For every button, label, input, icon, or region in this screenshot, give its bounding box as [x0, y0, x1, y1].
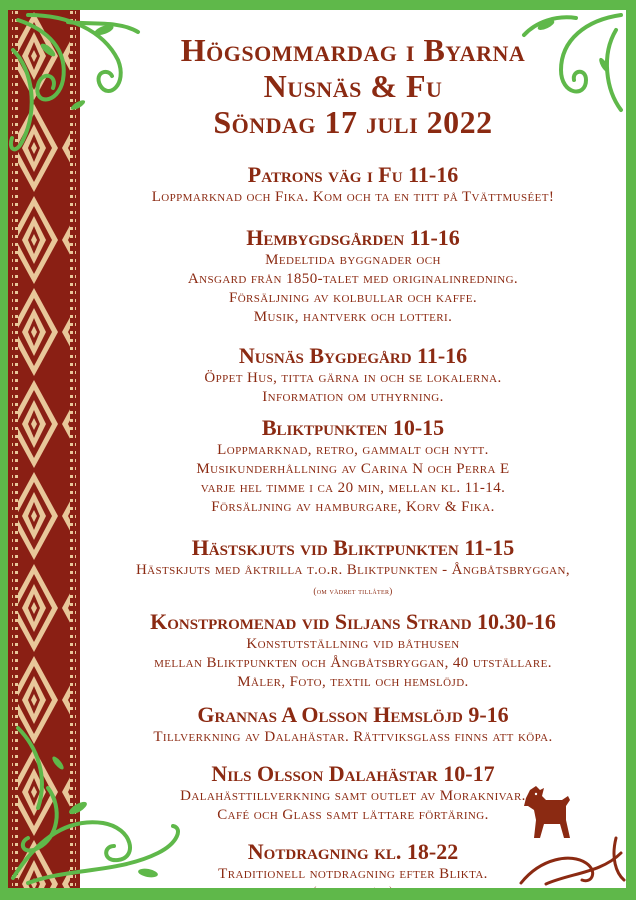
event-title: Nusnäs Bygdegård 11-16 — [238, 343, 468, 368]
event-line: Loppmarknad och Fika. Kom och ta en titt på Tvättmuséet! — [151, 189, 555, 205]
event-hembygdsgarden — [80, 225, 626, 327]
event-title: Hembygdsgården 11-16 — [246, 225, 460, 250]
event-hastskjuts — [80, 535, 626, 597]
event-title: Grannas A Olsson Hemslöjd 9-16 — [197, 702, 509, 727]
event-line: Måler, Foto, textil och hemslöjd. — [237, 674, 469, 690]
event-line: Öppet Hus, titta gärna in och se lokalerna. — [204, 370, 502, 386]
event-line: Loppmarknad, retro, gammalt och nytt. — [217, 442, 489, 458]
event-nils-olsson — [80, 761, 626, 825]
event-bliktpunkten — [80, 415, 626, 517]
event-line: Hästskjuts med åktrilla t.o.r. Bliktpunkten - Ångbåtsbryggan, — [135, 562, 571, 578]
event-title: Bliktpunkten 10-15 — [261, 415, 445, 440]
event-line: Musik, hantverk och lotteri. — [253, 309, 453, 325]
event-note: (om vädret tillåter) — [313, 586, 393, 596]
title-line-2: Nusnäs & Fu — [263, 68, 443, 104]
poster-content — [80, 32, 626, 896]
event-konstpromenad — [80, 609, 626, 692]
event-line: mellan Bliktpunkten och Ångbåtsbryggan, 40 utställare. — [154, 655, 552, 671]
event-title: Konstpromenad vid Siljans Strand 10.30-16 — [150, 609, 556, 634]
event-nusnas-bygdegard — [80, 343, 626, 407]
event-line: Traditionell notdragning efter Blikta. — [218, 866, 488, 882]
event-grannas-hemslojd — [80, 702, 626, 747]
event-line: Konstutställning vid båthusen — [246, 636, 460, 652]
event-title: Hästskjuts vid Bliktpunkten 11-15 — [191, 535, 515, 560]
event-title: Notdragning kl. 18-22 — [247, 839, 459, 864]
event-note: (om vädret tillåter) — [313, 885, 393, 895]
event-line: Tillverkning av Dalahästar. Rättviksglass finns att köpa. — [153, 729, 553, 745]
event-line: Ansgard från 1850-talet med originalinredning. — [187, 271, 519, 287]
event-patrons-vag — [80, 162, 626, 207]
event-line: varje hel timme i ca 20 min, mellan kl. 11-14. — [200, 480, 506, 496]
event-line: Dalahästtillverkning samt outlet av Moraknivar. — [180, 788, 526, 804]
event-title: Patrons väg i Fu 11-16 — [247, 162, 459, 187]
main-title — [80, 32, 626, 140]
title-line-1: Högsommardag i Byarna — [180, 32, 526, 68]
event-notdragning — [80, 839, 626, 896]
event-line: Försäljning av hamburgare, Korv & Fika. — [211, 499, 495, 515]
event-line: Café och Glass samt lättare förtäring. — [217, 807, 489, 823]
event-line: Information om uthyrning. — [262, 389, 444, 405]
event-title: Nils Olsson Dalahästar 10-17 — [211, 761, 495, 786]
title-line-3: Söndag 17 juli 2022 — [213, 104, 493, 140]
event-line: Försäljning av kolbullar och kaffe. — [228, 290, 478, 306]
event-line: Medeltida byggnader och — [265, 252, 441, 268]
event-line: Musikunderhållning av Carina N och Perra E — [196, 461, 510, 477]
